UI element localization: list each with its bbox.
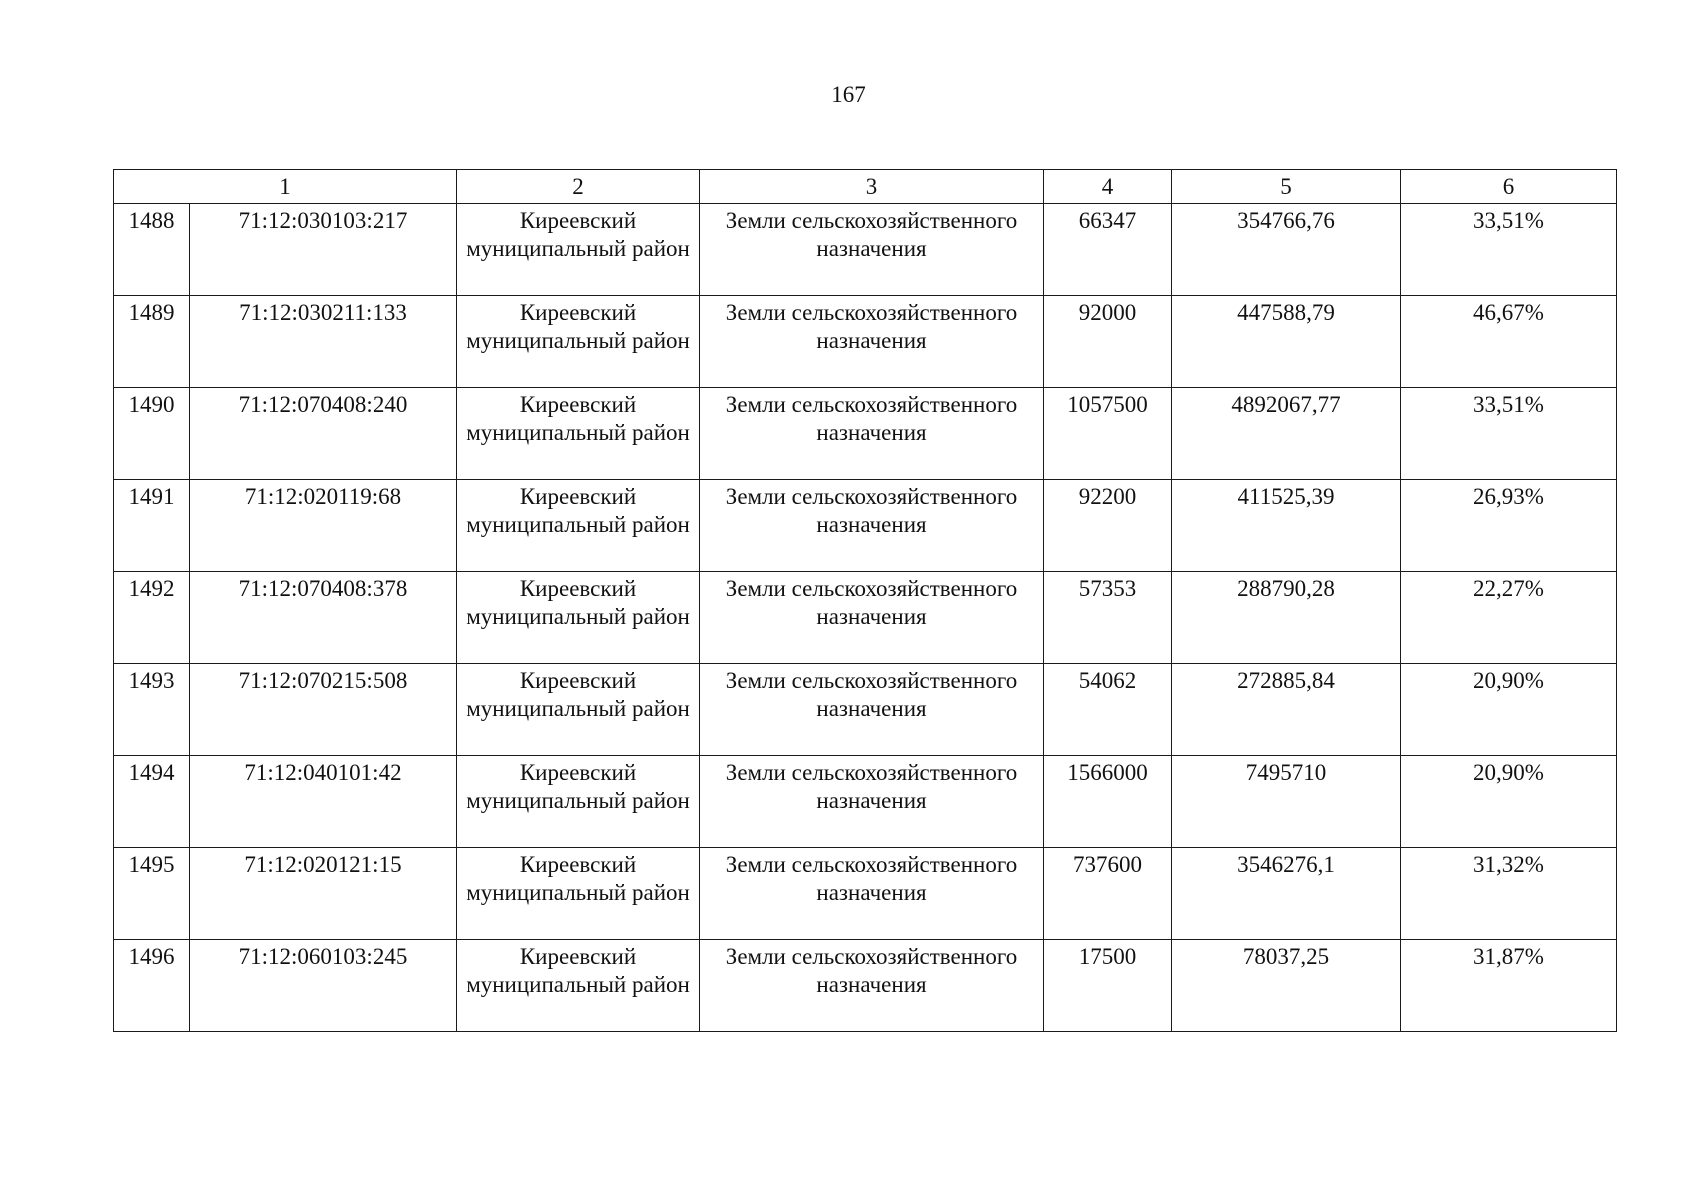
district: Киреевский муниципальный район bbox=[457, 756, 700, 848]
table-header-row bbox=[114, 170, 1617, 204]
cadastral-number: 71:12:020121:15 bbox=[190, 848, 457, 940]
row-number: 1491 bbox=[114, 480, 190, 572]
percent: 22,27% bbox=[1401, 572, 1617, 664]
table-row bbox=[114, 940, 1617, 1032]
area: 92200 bbox=[1044, 480, 1172, 572]
land-category: Земли сельскохозяйственного назначения bbox=[700, 296, 1044, 388]
row-number: 1489 bbox=[114, 296, 190, 388]
percent: 31,32% bbox=[1401, 848, 1617, 940]
row-number: 1494 bbox=[114, 756, 190, 848]
header-col-5: 5 bbox=[1172, 170, 1401, 204]
district: Киреевский муниципальный район bbox=[457, 204, 700, 296]
table-row bbox=[114, 756, 1617, 848]
header-col-6: 6 bbox=[1401, 170, 1617, 204]
land-category: Земли сельскохозяйственного назначения bbox=[700, 940, 1044, 1032]
cadastral-number: 71:12:020119:68 bbox=[190, 480, 457, 572]
land-category: Земли сельскохозяйственного назначения bbox=[700, 848, 1044, 940]
row-number: 1493 bbox=[114, 664, 190, 756]
land-category: Земли сельскохозяйственного назначения bbox=[700, 756, 1044, 848]
land-category: Земли сельскохозяйственного назначения bbox=[700, 204, 1044, 296]
area: 1057500 bbox=[1044, 388, 1172, 480]
percent: 20,90% bbox=[1401, 664, 1617, 756]
area: 737600 bbox=[1044, 848, 1172, 940]
percent: 46,67% bbox=[1401, 296, 1617, 388]
table-row bbox=[114, 572, 1617, 664]
row-number: 1496 bbox=[114, 940, 190, 1032]
district: Киреевский муниципальный район bbox=[457, 296, 700, 388]
cadastral-value: 411525,39 bbox=[1172, 480, 1401, 572]
land-plots-table bbox=[113, 169, 1617, 1032]
district: Киреевский муниципальный район bbox=[457, 848, 700, 940]
table-row bbox=[114, 848, 1617, 940]
land-category: Земли сельскохозяйственного назначения bbox=[700, 664, 1044, 756]
cadastral-number: 71:12:030103:217 bbox=[190, 204, 457, 296]
land-category: Земли сельскохозяйственного назначения bbox=[700, 480, 1044, 572]
cadastral-value: 288790,28 bbox=[1172, 572, 1401, 664]
area: 54062 bbox=[1044, 664, 1172, 756]
district: Киреевский муниципальный район bbox=[457, 940, 700, 1032]
cadastral-value: 354766,76 bbox=[1172, 204, 1401, 296]
area: 66347 bbox=[1044, 204, 1172, 296]
table-row bbox=[114, 204, 1617, 296]
row-number: 1490 bbox=[114, 388, 190, 480]
district: Киреевский муниципальный район bbox=[457, 664, 700, 756]
table-row bbox=[114, 480, 1617, 572]
header-col-2: 2 bbox=[457, 170, 700, 204]
district: Киреевский муниципальный район bbox=[457, 388, 700, 480]
cadastral-number: 71:12:070408:240 bbox=[190, 388, 457, 480]
table-row bbox=[114, 296, 1617, 388]
land-category: Земли сельскохозяйственного назначения bbox=[700, 388, 1044, 480]
cadastral-number: 71:12:070215:508 bbox=[190, 664, 457, 756]
row-number: 1492 bbox=[114, 572, 190, 664]
percent: 26,93% bbox=[1401, 480, 1617, 572]
cadastral-value: 447588,79 bbox=[1172, 296, 1401, 388]
land-category: Земли сельскохозяйственного назначения bbox=[700, 572, 1044, 664]
percent: 33,51% bbox=[1401, 388, 1617, 480]
area: 92000 bbox=[1044, 296, 1172, 388]
district: Киреевский муниципальный район bbox=[457, 572, 700, 664]
header-col-4: 4 bbox=[1044, 170, 1172, 204]
cadastral-value: 4892067,77 bbox=[1172, 388, 1401, 480]
percent: 20,90% bbox=[1401, 756, 1617, 848]
cadastral-number: 71:12:030211:133 bbox=[190, 296, 457, 388]
cadastral-number: 71:12:060103:245 bbox=[190, 940, 457, 1032]
area: 1566000 bbox=[1044, 756, 1172, 848]
cadastral-number: 71:12:040101:42 bbox=[190, 756, 457, 848]
table-row bbox=[114, 664, 1617, 756]
area: 57353 bbox=[1044, 572, 1172, 664]
cadastral-value: 7495710 bbox=[1172, 756, 1401, 848]
row-number: 1488 bbox=[114, 204, 190, 296]
district: Киреевский муниципальный район bbox=[457, 480, 700, 572]
page-number: 167 bbox=[831, 82, 866, 107]
cadastral-number: 71:12:070408:378 bbox=[190, 572, 457, 664]
area: 17500 bbox=[1044, 940, 1172, 1032]
percent: 33,51% bbox=[1401, 204, 1617, 296]
cadastral-value: 272885,84 bbox=[1172, 664, 1401, 756]
cadastral-value: 3546276,1 bbox=[1172, 848, 1401, 940]
header-col-3: 3 bbox=[700, 170, 1044, 204]
table-row bbox=[114, 388, 1617, 480]
header-col-1: 1 bbox=[114, 170, 457, 204]
row-number: 1495 bbox=[114, 848, 190, 940]
cadastral-value: 78037,25 bbox=[1172, 940, 1401, 1032]
percent: 31,87% bbox=[1401, 940, 1617, 1032]
